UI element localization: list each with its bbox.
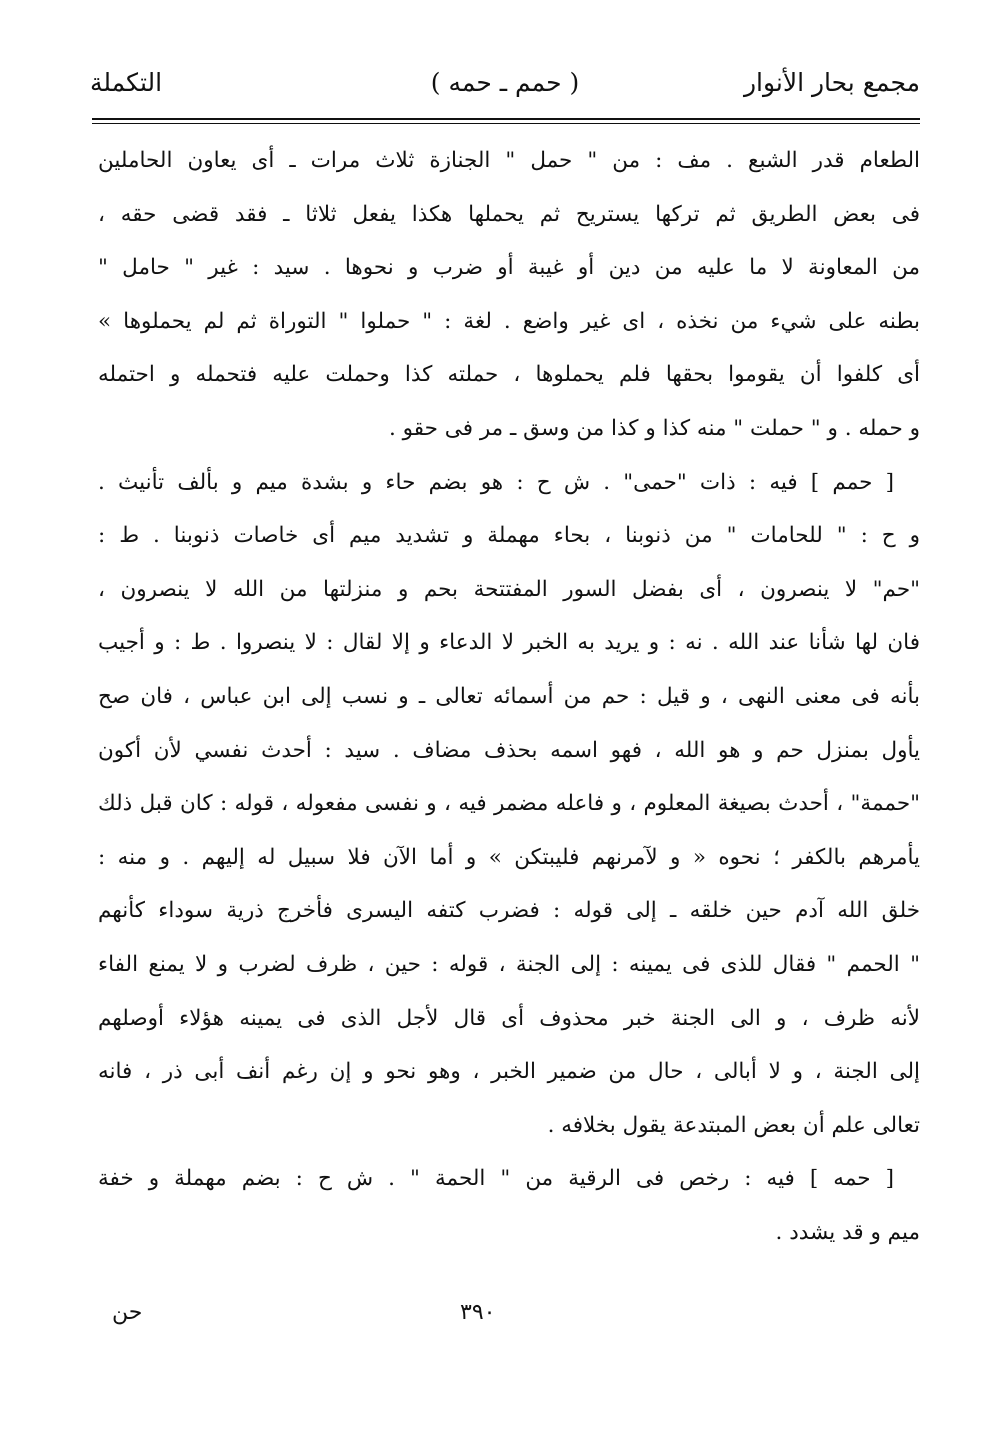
text-line: لأنه ظرف ، و الى الجنة خبر محذوف أى قال لأجل الذى فى يمينه هؤلاء أوصلهم — [98, 1005, 920, 1031]
text-line: بطنه على شيء من نخذه ، اى غير واضع . لغة : " حملوا " التوراة ثم لم يحملوها » — [98, 308, 920, 334]
entry-heading-line: [ حمه ] فيه : رخص فى الرقية من " الحمة " . ش ح : بضم مهملة و خفة — [98, 1166, 894, 1192]
text-line: فان لها شأنا عند الله . نه : و يريد به الخبر لا الدعاء و إلا لقال : لا ينصروا . ط : و أجيب — [98, 630, 920, 656]
text-line: من المعاونة لا ما عليه من دين أو غيبة أو ضرب و نحوها . سيد : غير " حامل " — [98, 255, 920, 281]
text-line: ميم و قد يشدد . — [775, 1219, 920, 1245]
book-title: مجمع بحار الأنوار — [743, 68, 920, 97]
header-rule-thin — [92, 123, 920, 124]
text-line: أى كلفوا أن يقوموا بحقها فلم يحملوها ، حملته كذا وحملت عليه فتحمله و احتمله — [98, 362, 920, 388]
text-line: و حمله . و " حملت " منه كذا و كذا من وسق ـ مر فى حقو . — [389, 415, 920, 441]
entry-range: ( حمم ـ حمه ) — [430, 68, 580, 97]
text-line: فى بعض الطريق ثم تركها يستريح ثم يحملها هكذا يفعل ثلاثا ـ فقد قضى حقه ، — [98, 201, 920, 227]
text-line: إلى الجنة ، و لا أبالى ، حال من ضمير الخبر ، وهو نحو و إن رغم أنف أبى ذر ، فانه — [98, 1059, 920, 1085]
text-line: "حممة" ، أحدث بصيغة المعلوم ، و فاعله مضمر فيه ، و نفسى مفعوله ، قوله : كان قبل ذلك — [98, 791, 920, 817]
header-rule-thick — [92, 118, 920, 120]
text-line: خلق الله آدم حين خلقه ـ إلى قوله : فضرب كتفه اليسرى فأخرج ذرية سوداء كأنهم — [98, 898, 920, 924]
text-line: يأمرهم بالكفر ؛ نحوه « و لآمرنهم فليبتكن » و أما الآن فلا سبيل له إليهم . و منه : — [98, 844, 920, 870]
page-number: ٣٩٠ — [460, 1300, 496, 1325]
page-header — [90, 62, 920, 106]
entry-heading-line: [ حمم ] فيه : ذات "حمى" . ش ح : هو بضم حاء و بشدة ميم و بألف تأنيث . — [98, 469, 894, 495]
text-line: " الحمم " فقال للذى فى يمينه : إلى الجنة ، قوله : حين ، ظرف لضرب و لا يمنع الفاء — [98, 951, 920, 977]
text-line: الطعام قدر الشبع . مف : من " حمل " الجنازة ثلاث مرات ـ أى يعاون الحاملين — [98, 148, 920, 173]
text-line: "حم" لا ينصرون ، أى بفضل السور المفتتحة بحم و منزلتها من الله لا ينصرون ، — [98, 576, 920, 602]
body-text — [98, 134, 920, 1259]
text-line: تعالى علم أن بعض المبتدعة يقول بخلافه . — [547, 1112, 920, 1138]
signature-mark: حن — [112, 1300, 143, 1325]
text-line: و ح : " للحامات " من ذنوبنا ، بحاء مهملة و تشديد ميم أى خاصات ذنوبنا . ط : — [98, 523, 920, 549]
text-line: بأنه فى معنى النهى ، و قيل : حم من أسمائه تعالى ـ و نسب إلى ابن عباس ، فان صح — [98, 683, 920, 709]
section-title: التكملة — [90, 68, 163, 97]
text-line: يأول بمنزل حم و هو الله ، فهو اسمه بحذف مضاف . سيد : أحدث نفسي لأن أكون — [98, 737, 920, 763]
